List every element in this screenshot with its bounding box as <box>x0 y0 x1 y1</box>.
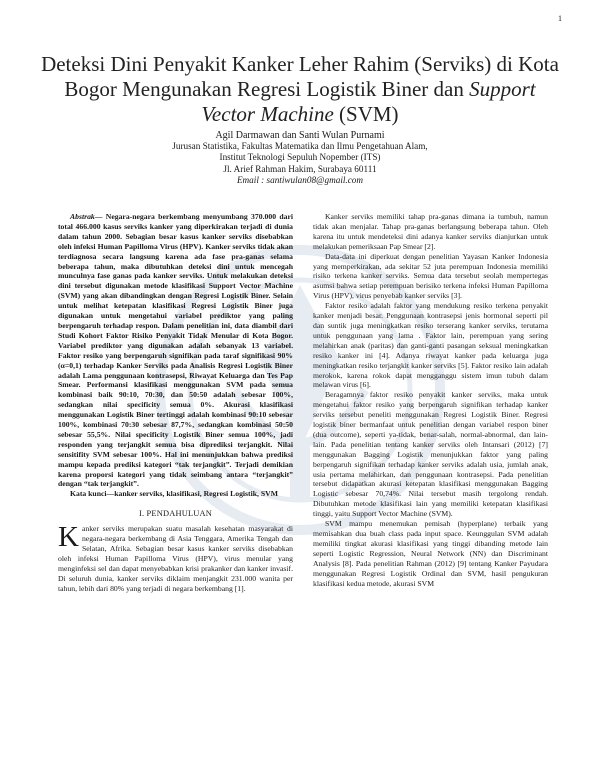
affiliation-line-1: Jurusan Statistika, Fakultas Matematika dan Ilmu Pengetahuan Alam, <box>172 141 428 152</box>
intro-paragraph-1-text: anker serviks merupakan suatu masalah kesehatan masyarakat di negara-negara berkembang di Asia Tenggara, Amerika Tengah dan Selatan, Afrika. Sebagian besar kasus kanker serviks disebabkan oleh infeksi Human Papilloma Virus (HPV), virus menular yang menginfeksi sel dan dapat menyebabkan krisi prakanker dan kanker invasif. Di seluruh dunia, kanker serviks diklaim menjangkit 231.000 wanita per tahun, lebih dari 80% yang terjadi di negara berkembang [1]. <box>58 524 293 593</box>
right-column <box>313 212 548 588</box>
title-suffix-text: (SVM) <box>333 102 399 126</box>
paper-title <box>40 52 560 127</box>
author-block <box>60 130 540 186</box>
page-number: 1 <box>558 14 562 23</box>
abstract-label: Abstrak <box>70 212 95 221</box>
abstract <box>58 212 293 489</box>
intro-paragraph-1 <box>58 521 293 593</box>
drop-cap-letter: K <box>58 521 79 554</box>
email-line: Email : santiwulan08@gmail.com <box>236 174 364 185</box>
right-paragraph-2: Data-data ini diperkuat dengan penelitian Yayasan Kanker Indonesia yang memperkirakan, ada sekitar 52 juta perempuan Indonesia memiliki risiko terkena kanker serviks. Semua data tersebut seolah mempertegas asumsi bahwa setiap perempuan berisiko terkena infeksi Human Papilloma Virus (HPV), virus penyebab kanker serviks [3]. <box>313 251 548 301</box>
section-heading-introduction: I. PENDAHULUAN <box>138 509 213 519</box>
address-line: Jl. Arief Rahman Hakim, Surabaya 60111 <box>223 163 377 174</box>
title-main-text: Deteksi Dini Penyakit Kanker Leher Rahim (Serviks) di Kota Bogor Mengunakan Regresi Logistik Biner dan <box>41 52 559 101</box>
author-names: Agil Darmawan dan Santi Wulan Purnami <box>215 130 385 141</box>
abstract-text: — Negara-negara berkembang menyumbang 370.000 dari total 466.000 kasus serviks kanker yang diperkirakan terjadi di dunia dalam tahun 2000. Sebagian besar kasus kanker serviks disebabkan oleh infeksi Human Papilloma Virus (HPV). Kanker serviks tidak akan terdiagnosa secara langsung karena ada fase pra-ganas selama beberapa tahun, maka dibutuhkan deteksi dini untuk mencegah munculnya fase ganas pada kanker serviks. Untuk melakukan deteksi dini tersebut digunakan metode klasifikasi Support Vector Machine (SVM) yang akan dibandingkan dengan Regresi Logistik Biner. Selain untuk melihat ketepatan klasifikasi Regresi Logistik Biner juga digunakan untuk mengetahui variabel prediktor yang paling berpengaruh terhadap respon. Dalam penelitian ini, data diambil dari Studi Kohort Faktor Risiko Penyakit Tidak Menular di Kota Bogor. Variabel prediktor yang digunakan adalah sebanyak 13 variabel. Faktor resiko yang berpengaruh signifikan pada taraf signifikasi 90% (α=0,1) terhadap Kanker Serviks pada Analisis Regresi Logistik Biner adalah Lama penggunaan kontrasepsi, Riwayat Keluarga dan Tes Pap Smear. Performansi klasifikasi menggunakan SVM pada semua kombinasi baik 90:10, 70:30, dan 50:50 adalah sebesar 100%, sedangkan nilai specificity semua 0%. Akurasi klasifikasi menggunakan Logistik Biner tertinggi adalah kombinasi 90:10 sebesar 100%, kombinasi 70:30 sebesar 87,7%, sedangkan kombinasi 50:50 sebesar 55,5%. Nilai specificity Logistik Biner semua 100%, jadi responden yang terjangkit semua bisa diprediksi terjangkit. Nilai sensitifity SVM sebesar 100%. Hal ini menunjukkan bahwa prediksi mampu kepada prediksi kategori “tak terjangkit”. Terjadi demikian karena proporsi kategori yang tidak seimbang antara “terjangkit” dengan “tak terjangkit”. <box>58 212 293 489</box>
right-paragraph-1: Kanker serviks memiliki tahap pra-ganas dimana ia tumbuh, namun tidak akan menjalar. Tahap pra-ganas berlangsung beberapa tahun. Oleh karena itu untuk mendeteksi dini adanya kanker serviks dianjurkan untuk melakukan pemeriksaan Pap Smear [2]. <box>313 212 548 251</box>
right-paragraph-4: Beragamnya faktor resiko penyakit kanker serviks, maka untuk mengetahui faktor resiko yang berpengaruh signifikan terhadap kanker serviks tersebut peneliti menggunakan Regresi Logistik Biner. Regresi logistik biner bermanfaat untuk penelitian dengan variabel respon biner (dua outcome), seperti ya-tidak, benar-salah, normal-abnormal, dan lain-lain. Pada penelitian tentang kanker serviks oleh Intansari (2012) [7] menggunakan Bagging Logistik menunjukkan faktor yang paling berpengaruh signifikan terhadap kanker serviks adalah usia, jumlah anak, usia pertama melahirkan, dan penggunaan kontrasepsi. Pada penelitian tersebut didapatkan akurasi ketepatan klasifikasi menggunakan Bagging Logistic sebesar 70,74%. Nilai tersebut masih tergolong rendah. Dibutuhkan metode klasifikasi lain yang memiliki ketepatan klasifikasi tinggi, yaitu Support Vector Machine (SVM). <box>313 390 548 519</box>
title-italic-text: Support Vector Machine <box>201 77 536 126</box>
right-paragraph-3: Faktor resiko adalah faktor yang mendukung resiko terkena penyakit kanker menjadi besar. Penggunaan kontrasepsi jenis hormonal seperti pil dan suntik juga meningkatkan resiko terserang kanker serviks, terutama untuk penggunaan yang lama . Faktor lain, perempuan yang sering melahirkan anak (paritas) dan ganti-ganti pasangan seksual meningkatkan resiko kanker ini [4]. Adanya riwayat kanker pada keluarga juga meningkatkan resiko terjangkit kanker serviks [5]. Faktor resiko lain adalah merokok, karena rokok dapat mengganggu sistem imun tubuh dalam melawan virus [6]. <box>313 301 548 390</box>
affiliation-line-2: Institut Teknologi Sepuluh Nopember (ITS) <box>219 152 381 163</box>
keywords: Kata kunci—kanker serviks, klasifikasi, Regresi Logistik, SVM <box>70 489 278 499</box>
right-paragraph-5: SVM mampu menemukan pemisah (hyperplane) terbaik yang memisahkan dua buah class pada input space. Keunggulan SVM adalah memiliki tingkat akurasi klasifikasi yang tinggi dibanding metode lain seperti Logistic Regression, Neural Network (NN) dan Discriminant Analysis [8]. Pada penelitian Rahman (2012) [9] tentang Kanker Payudara menggunakan Regresi Logistik Ordinal dan SVM, hasil pengukuran klasifikasi kedua metode, akurasi SVM <box>313 519 548 588</box>
left-column <box>58 212 293 594</box>
